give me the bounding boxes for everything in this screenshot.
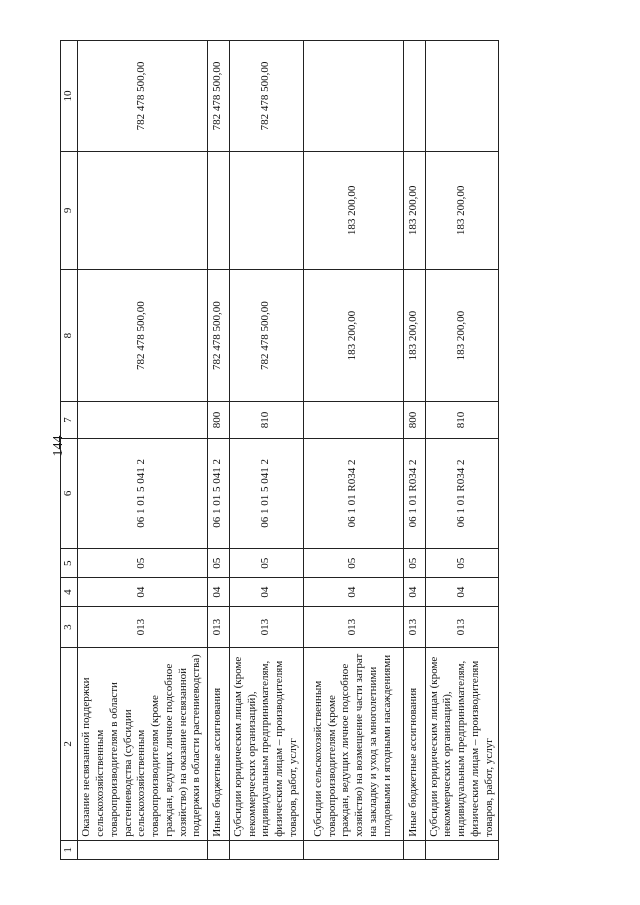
table-row (77, 41, 207, 860)
row-col6: 06 1 01 5 041 2 (229, 438, 303, 549)
row-col7 (303, 402, 403, 438)
row-description: Иные бюджетные ассигнования (403, 648, 425, 841)
table-row (229, 41, 303, 860)
row-col5: 05 (303, 549, 403, 578)
row-col10: 782 478 500,00 (207, 41, 229, 152)
row-col5: 05 (229, 549, 303, 578)
row-col4: 04 (403, 578, 425, 607)
row-col8: 782 478 500,00 (207, 269, 229, 401)
header-col-7: 7 (61, 402, 78, 438)
row-index-cell (229, 840, 303, 859)
row-col6: 06 1 01 R034 2 (303, 438, 403, 549)
page-number (28, 435, 66, 462)
row-col8: 183 200,00 (303, 269, 403, 401)
header-col-4: 4 (61, 578, 78, 607)
header-col-1: 1 (61, 840, 78, 859)
table-row (207, 41, 229, 860)
row-col6: 06 1 01 5 041 2 (207, 438, 229, 549)
row-col6: 06 1 01 5 041 2 (77, 438, 207, 549)
page-number-text: 144 (51, 435, 66, 457)
row-col4: 04 (207, 578, 229, 607)
row-col4: 04 (303, 578, 403, 607)
table-row (303, 41, 403, 860)
row-index-cell (425, 840, 499, 859)
row-col4: 04 (229, 578, 303, 607)
row-col7: 810 (425, 402, 499, 438)
row-col5: 05 (425, 549, 499, 578)
row-col7: 800 (207, 402, 229, 438)
header-col-3: 3 (61, 607, 78, 648)
row-col10 (403, 41, 425, 152)
row-col9 (207, 151, 229, 269)
row-col9: 183 200,00 (403, 151, 425, 269)
header-col-9: 9 (61, 151, 78, 269)
row-col10: 782 478 500,00 (229, 41, 303, 152)
header-col-6: 6 (61, 438, 78, 549)
row-col7: 800 (403, 402, 425, 438)
row-index-cell (303, 840, 403, 859)
row-col5: 05 (77, 549, 207, 578)
row-index-cell (77, 840, 207, 859)
row-description: Субсидии сельскохозяйственным товаропроизводителям (кроме граждан, ведущих личное подсобное хозяйство) на возмещение части затрат на закладку и уход за многолетними плодовыми и ягодными насаждениями (303, 648, 403, 841)
row-col5: 05 (403, 549, 425, 578)
row-col3: 013 (207, 607, 229, 648)
header-col-2: 2 (61, 648, 78, 841)
row-index-cell (207, 840, 229, 859)
row-col6: 06 1 01 R034 2 (403, 438, 425, 549)
table-row (425, 41, 499, 860)
row-col3: 013 (403, 607, 425, 648)
budget-table (60, 40, 499, 860)
row-col5: 05 (207, 549, 229, 578)
table-row (403, 41, 425, 860)
header-col-8: 8 (61, 269, 78, 401)
row-col8: 782 478 500,00 (77, 269, 207, 401)
row-col4: 04 (77, 578, 207, 607)
row-description: Иные бюджетные ассигнования (207, 648, 229, 841)
row-col6: 06 1 01 R034 2 (425, 438, 499, 549)
row-col8: 782 478 500,00 (229, 269, 303, 401)
budget-table-rotated (60, 40, 495, 860)
row-col3: 013 (229, 607, 303, 648)
row-col7: 810 (229, 402, 303, 438)
row-col9 (229, 151, 303, 269)
row-col10 (303, 41, 403, 152)
row-col9: 183 200,00 (425, 151, 499, 269)
row-col4: 04 (425, 578, 499, 607)
row-col8: 183 200,00 (403, 269, 425, 401)
row-col9 (77, 151, 207, 269)
row-col7 (77, 402, 207, 438)
row-description: Оказание несвязанной поддержки сельскохозяйственным товаропроизводителям в области растениеводства (субсидии сельскохозяйственным товаропроизводителям (кроме граждан, ведущих личное подсобное хозяйство) на оказание несвязанной поддержки в области растениеводства) (77, 648, 207, 841)
row-col9: 183 200,00 (303, 151, 403, 269)
header-col-5: 5 (61, 549, 78, 578)
row-col3: 013 (303, 607, 403, 648)
row-description: Субсидии юридическим лицам (кроме некоммерческих организаций), индивидуальным предпринимателям, физическим лицам – производителям товаров, работ, услуг (229, 648, 303, 841)
row-col8: 183 200,00 (425, 269, 499, 401)
header-col-10: 10 (61, 41, 78, 152)
header-row (61, 41, 78, 860)
row-description: Субсидии юридическим лицам (кроме некоммерческих организаций), индивидуальным предпринимателям, физическим лицам – производителям товаров, работ, услуг (425, 648, 499, 841)
row-index-cell (403, 840, 425, 859)
row-col3: 013 (425, 607, 499, 648)
row-col10: 782 478 500,00 (77, 41, 207, 152)
row-col3: 013 (77, 607, 207, 648)
row-col10 (425, 41, 499, 152)
